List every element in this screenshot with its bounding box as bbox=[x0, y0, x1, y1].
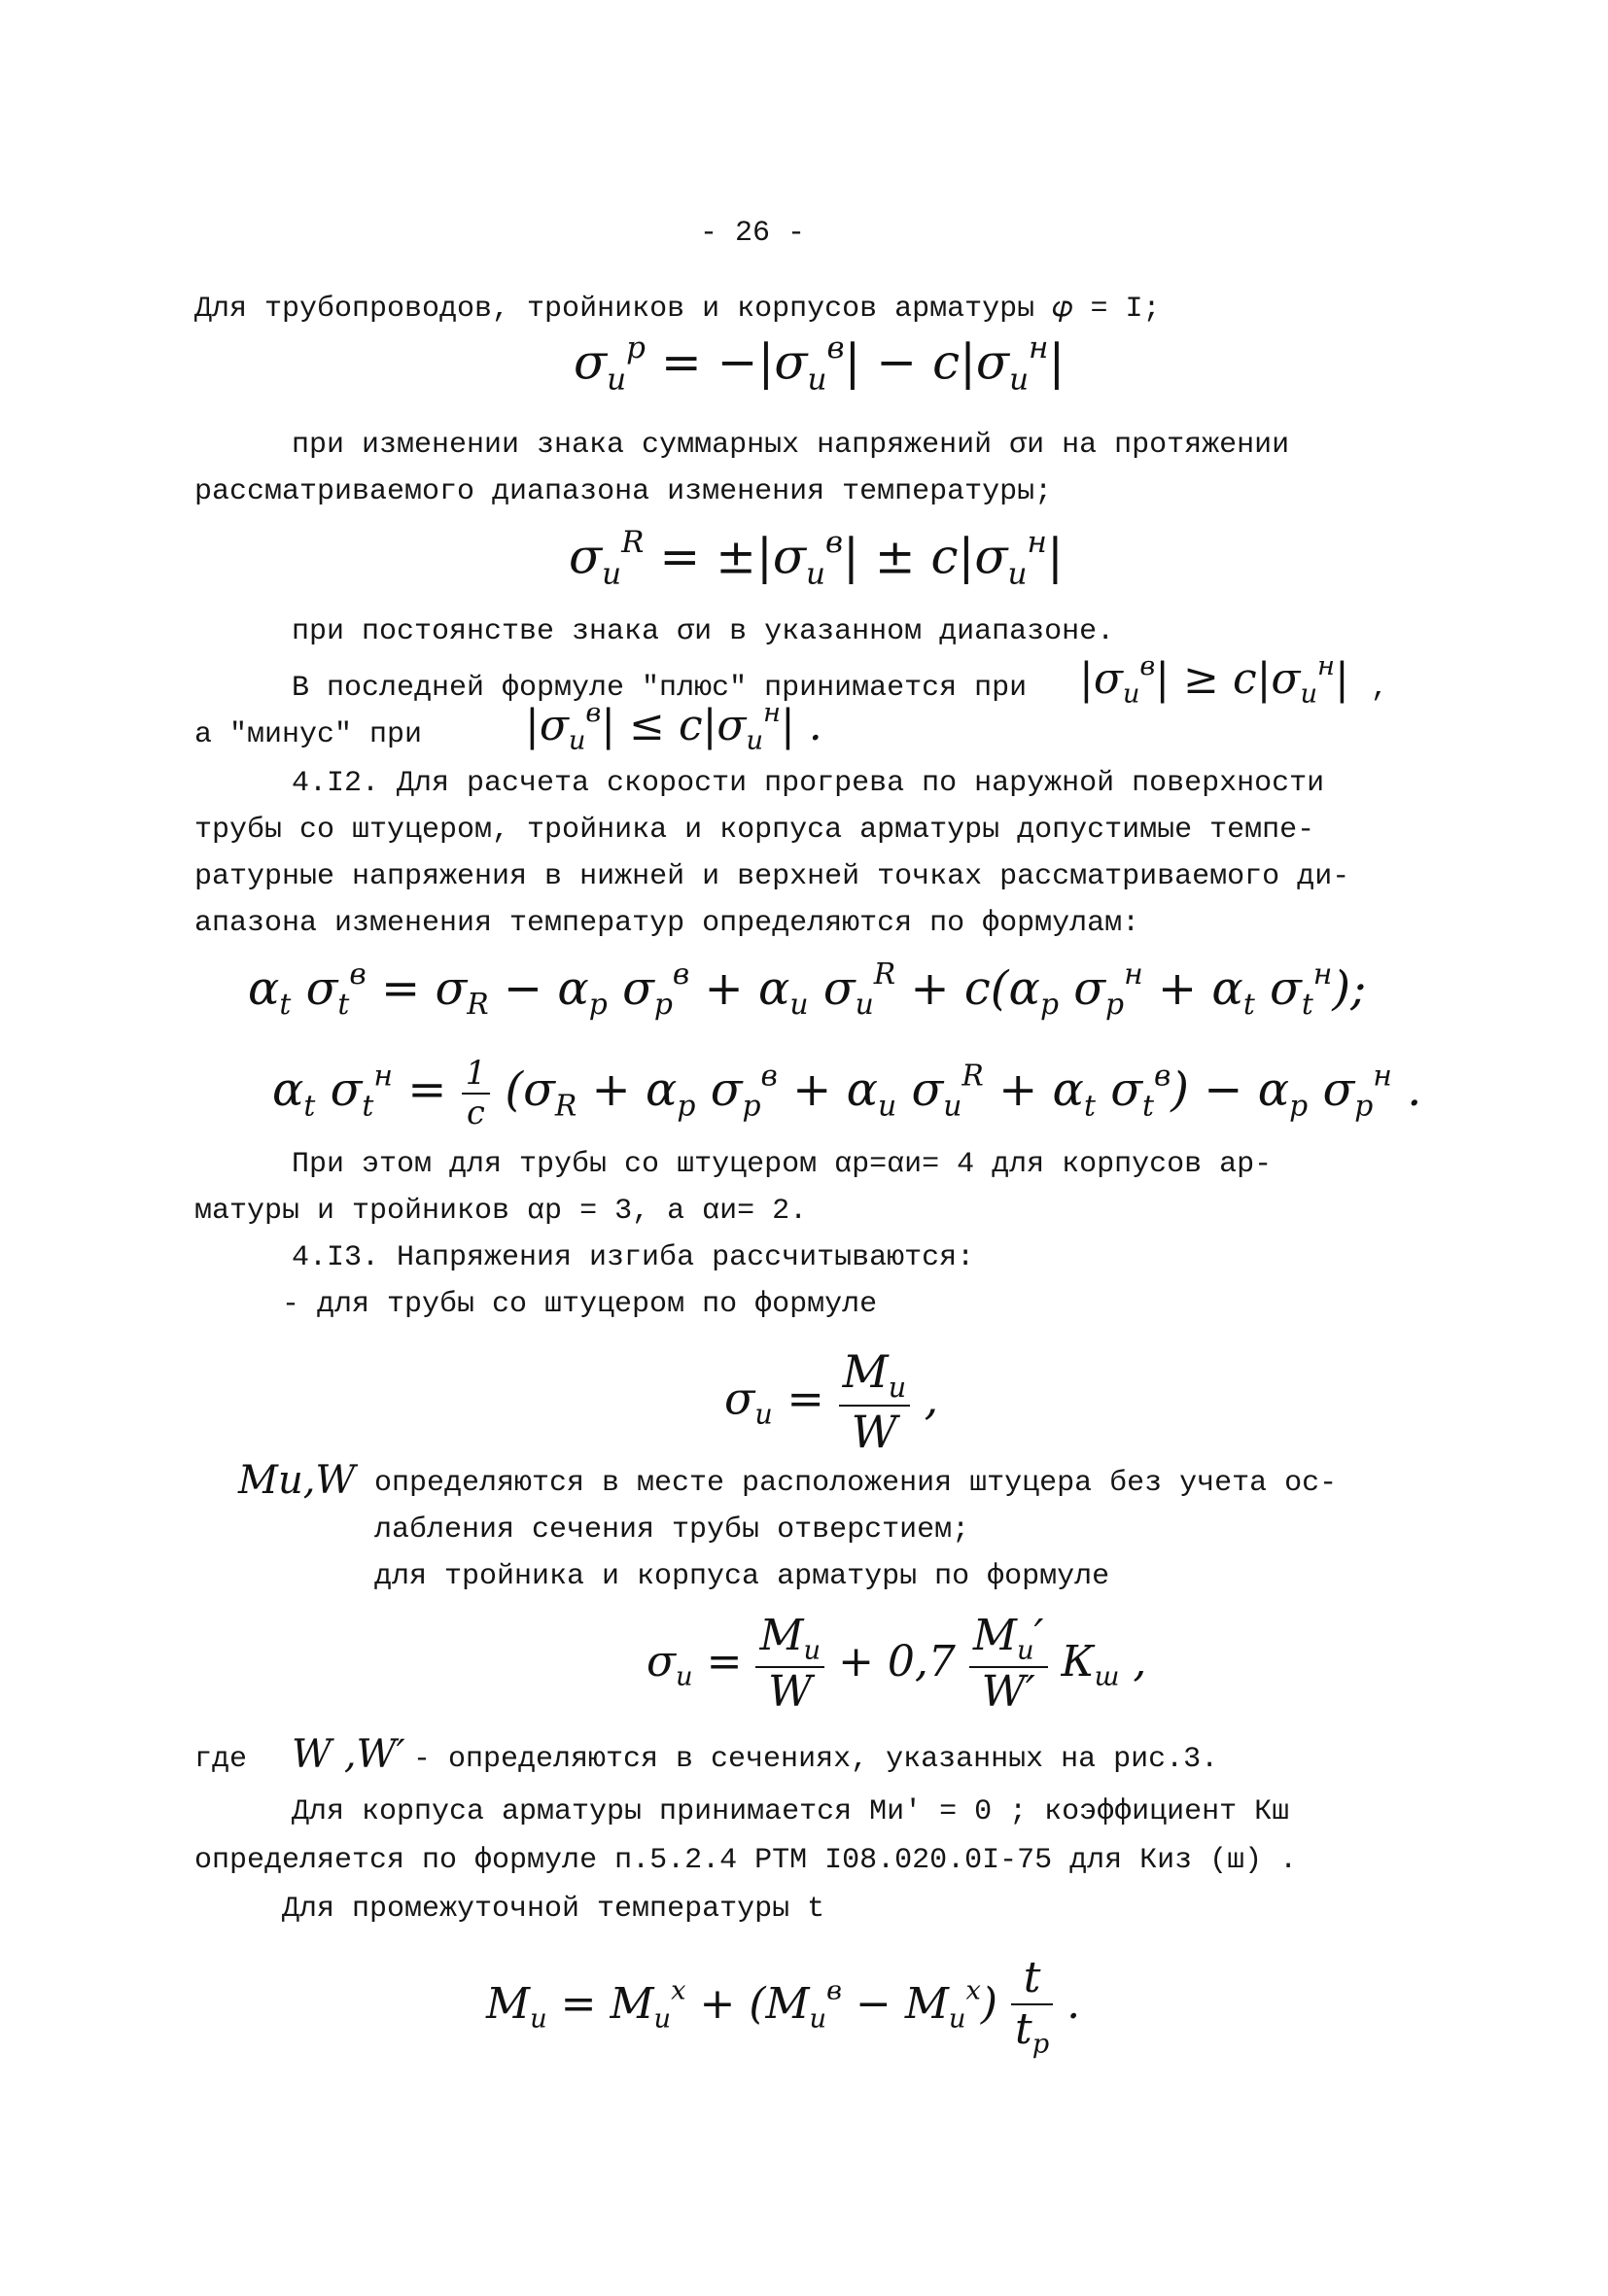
text-line: апазона изменения температур определяются по формулам: bbox=[194, 907, 1140, 940]
text-line: матуры и тройников αр = 3, а αи= 2. bbox=[194, 1195, 808, 1228]
text-line: а "минус" при bbox=[194, 718, 423, 751]
text-line: , bbox=[1371, 672, 1389, 705]
text-line: Для корпуса арматуры принимается Mи′ = 0 ; коэффициент Кш bbox=[292, 1795, 1290, 1828]
text-line: ратурные напряжения в нижней и верхней точках рассматриваемого ди- bbox=[194, 860, 1350, 893]
text-line: При этом для трубы со штуцером αр=αи= 4 для корпусов ар- bbox=[292, 1148, 1273, 1181]
page-number: - 26 - bbox=[700, 217, 806, 250]
formula: $\sigma_и$ = $\frac{М_и}{W}$ + 0,7 $\frac{М_и'}{W'}$ $К_ш$ , bbox=[647, 1611, 1147, 1717]
text-line: Для трубопроводов, тройников и корпусов арматуры 𝜑 = I; bbox=[194, 293, 1161, 326]
text-line: определяются в месте расположения штуцера без учета ос- bbox=[374, 1467, 1338, 1500]
text-line: определяется по формуле п.5.2.4 РТМ I08.020.0I-75 для Киз (ш) . bbox=[194, 1844, 1298, 1877]
formula: $|\sigma_и^в| \ge c|\sigma_и^н|$ bbox=[1079, 651, 1349, 710]
formula: $М_и = М_и^х + (М_и^в - М_и^х)$ $\frac{t}{t_р}$ . bbox=[486, 1953, 1081, 2060]
formula: $\alpha_t$ $\sigma_t^в = \sigma_R - \alpha_р$ $\sigma_р^в + \alpha_и$ $\sigma_и^R + c(\alpha_р$ $\sigma_р^н + \alpha_t$ $\sigma_t^н$); bbox=[248, 957, 1367, 1023]
formula: $\sigma_и^р = -|\sigma_и^в| - c|\sigma_и^н|$ bbox=[574, 330, 1066, 398]
text-line: 4.I3. Напряжения изгиба рассчитываются: bbox=[292, 1241, 975, 1274]
text-line: Для промежуточной температуры t bbox=[282, 1893, 825, 1926]
formula: $\alpha_t$ $\sigma_t^н$ = $\frac{1}{c}$ ($\sigma_R + \alpha_р$ $\sigma_р^в + \alpha_и$ $\sigma_и^R + \alpha_t$ $\sigma_t^в) - \alpha_р$ $\sigma_р^н$ . bbox=[272, 1054, 1422, 1131]
text-line: при изменении знака суммарных напряжений σи на протяжении bbox=[292, 429, 1290, 462]
text-line: для тройника и корпуса арматуры по формуле bbox=[374, 1560, 1110, 1593]
text-line: где bbox=[194, 1743, 248, 1776]
text-line: рассматриваемого диапазона изменения температуры; bbox=[194, 475, 1053, 508]
text-line: при постоянстве знака σи в указанном диапазоне. bbox=[292, 615, 1115, 648]
text-line: 4.I2. Для расчета скорости прогрева по наружной поверхности bbox=[292, 767, 1325, 800]
text-line: В последней формуле "плюс" принимается при bbox=[292, 672, 1028, 705]
formula: $|\sigma_и^в| \le c|\sigma_и^н|$ . bbox=[525, 698, 822, 756]
text-line: - для трубы со штуцером по формуле bbox=[282, 1288, 878, 1321]
formula-symbol: Ми,W bbox=[238, 1458, 356, 1503]
formula: $\sigma_и^R = \pm|\sigma_и^в| \pm c|\sigma_и^н|$ bbox=[569, 525, 1064, 592]
formula-symbol: W ,W′ bbox=[292, 1732, 405, 1777]
text-line: - определяются в сечениях, указанных на рис.3. bbox=[413, 1743, 1219, 1776]
text-line: лабления сечения трубы отверстием; bbox=[374, 1513, 970, 1547]
formula: $\sigma_и$ = $\frac{М_и}{W}$ , bbox=[724, 1345, 939, 1458]
text-line: трубы со штуцером, тройника и корпуса арматуры допустимые темпе- bbox=[194, 814, 1315, 847]
